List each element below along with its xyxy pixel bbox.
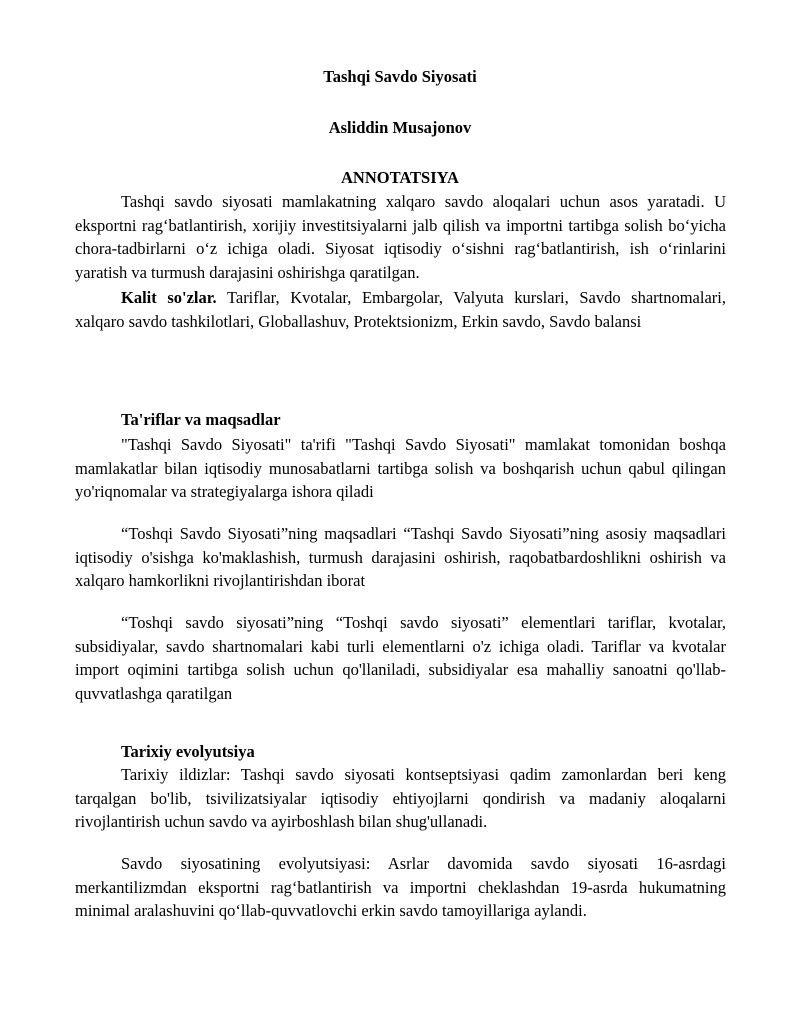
keywords-paragraph [75, 286, 726, 333]
keywords-text: Tariflar, Kvotalar, Embargolar, Valyuta kurslari, Savdo shartnomalari, xalqaro savdo tashkilotlari, Globallashuv, Protektsionizm, Erkin savdo, Savdo balansi [75, 288, 726, 331]
section1-paragraph-2: “Toshqi Savdo Siyosati”ning maqsadlari “Tashqi Savdo Siyosati”ning asosiy maqsadlari iqtisodiy o'sishga ko'maklashish, turmush darajasini oshirish, raqobatbardoshlikni oshirish va xalqaro hamkorlikni rivojlantirishdan iborat [75, 524, 726, 591]
section2-paragraph-1: Tarixiy ildizlar: Tashqi savdo siyosati kontseptsiyasi qadim zamonlardan beri keng tarqalgan bo'lib, tsivilizatsiyalar iqtisodiy ehtiyojlarni qondirish va madaniy aloqalarni rivojlantirish uchun savdo va ayirboshlash bilan shug'ullanadi. [75, 765, 726, 832]
section-heading-history: Tarixiy evolyutsiya [121, 742, 255, 761]
author-name: Asliddin Musajonov [328, 118, 472, 137]
keywords-label: Kalit so'zlar. [121, 288, 217, 307]
section-heading-definitions: Ta'riflar va maqsadlar [121, 410, 281, 429]
section1-paragraph-3: “Toshqi savdo siyosati”ning “Toshqi savdo siyosati” elementlari tariflar, kvotalar, subsidiyalar, savdo shartnomalari kabi turli elementlarni o'z ichiga oladi. Tariflar va kvotalar import oqimini tartibga solish uchun qo'llaniladi, subsidiyalar esa mahalliy sanoatni qo'llab-quvvatlashga qaratilgan [75, 613, 726, 703]
section1-paragraph-1: "Tashqi Savdo Siyosati" ta'rifi "Tashqi Savdo Siyosati" mamlakat tomonidan boshqa mamlakatlar bilan iqtisodiy munosabatlarni tartibga solish va boshqarish uchun qabul qilingan yo'riqnomalar va strategiyalarga ishora qiladi [75, 435, 726, 502]
abstract-heading: ANNOTATSIYA [341, 168, 459, 187]
section2-paragraph-2: Savdo siyosatining evolyutsiyasi: Asrlar davomida savdo siyosati 16-asrdagi merkantilizmdan eksportni rag‘batlantirish va importni cheklashdan 19-asrda hukumatning minimal aralashuvini qo‘llab-quvvatlovchi erkin savdo tamoyillariga aylandi. [75, 854, 726, 921]
document-title: Tashqi Savdo Siyosati [323, 67, 477, 86]
abstract-paragraph: Tashqi savdo siyosati mamlakatning xalqaro savdo aloqalari uchun asos yaratadi. U eksportni rag‘batlantirish, xorijiy investitsiyalarni jalb qilish va importni tartibga solish bo‘yicha chora-tadbirlarni o‘z ichiga oladi. Siyosat iqtisodiy o‘sishni rag‘batlantirish, ish o‘rinlarini yaratish va turmush darajasini oshirishga qaratilgan. [75, 192, 726, 282]
